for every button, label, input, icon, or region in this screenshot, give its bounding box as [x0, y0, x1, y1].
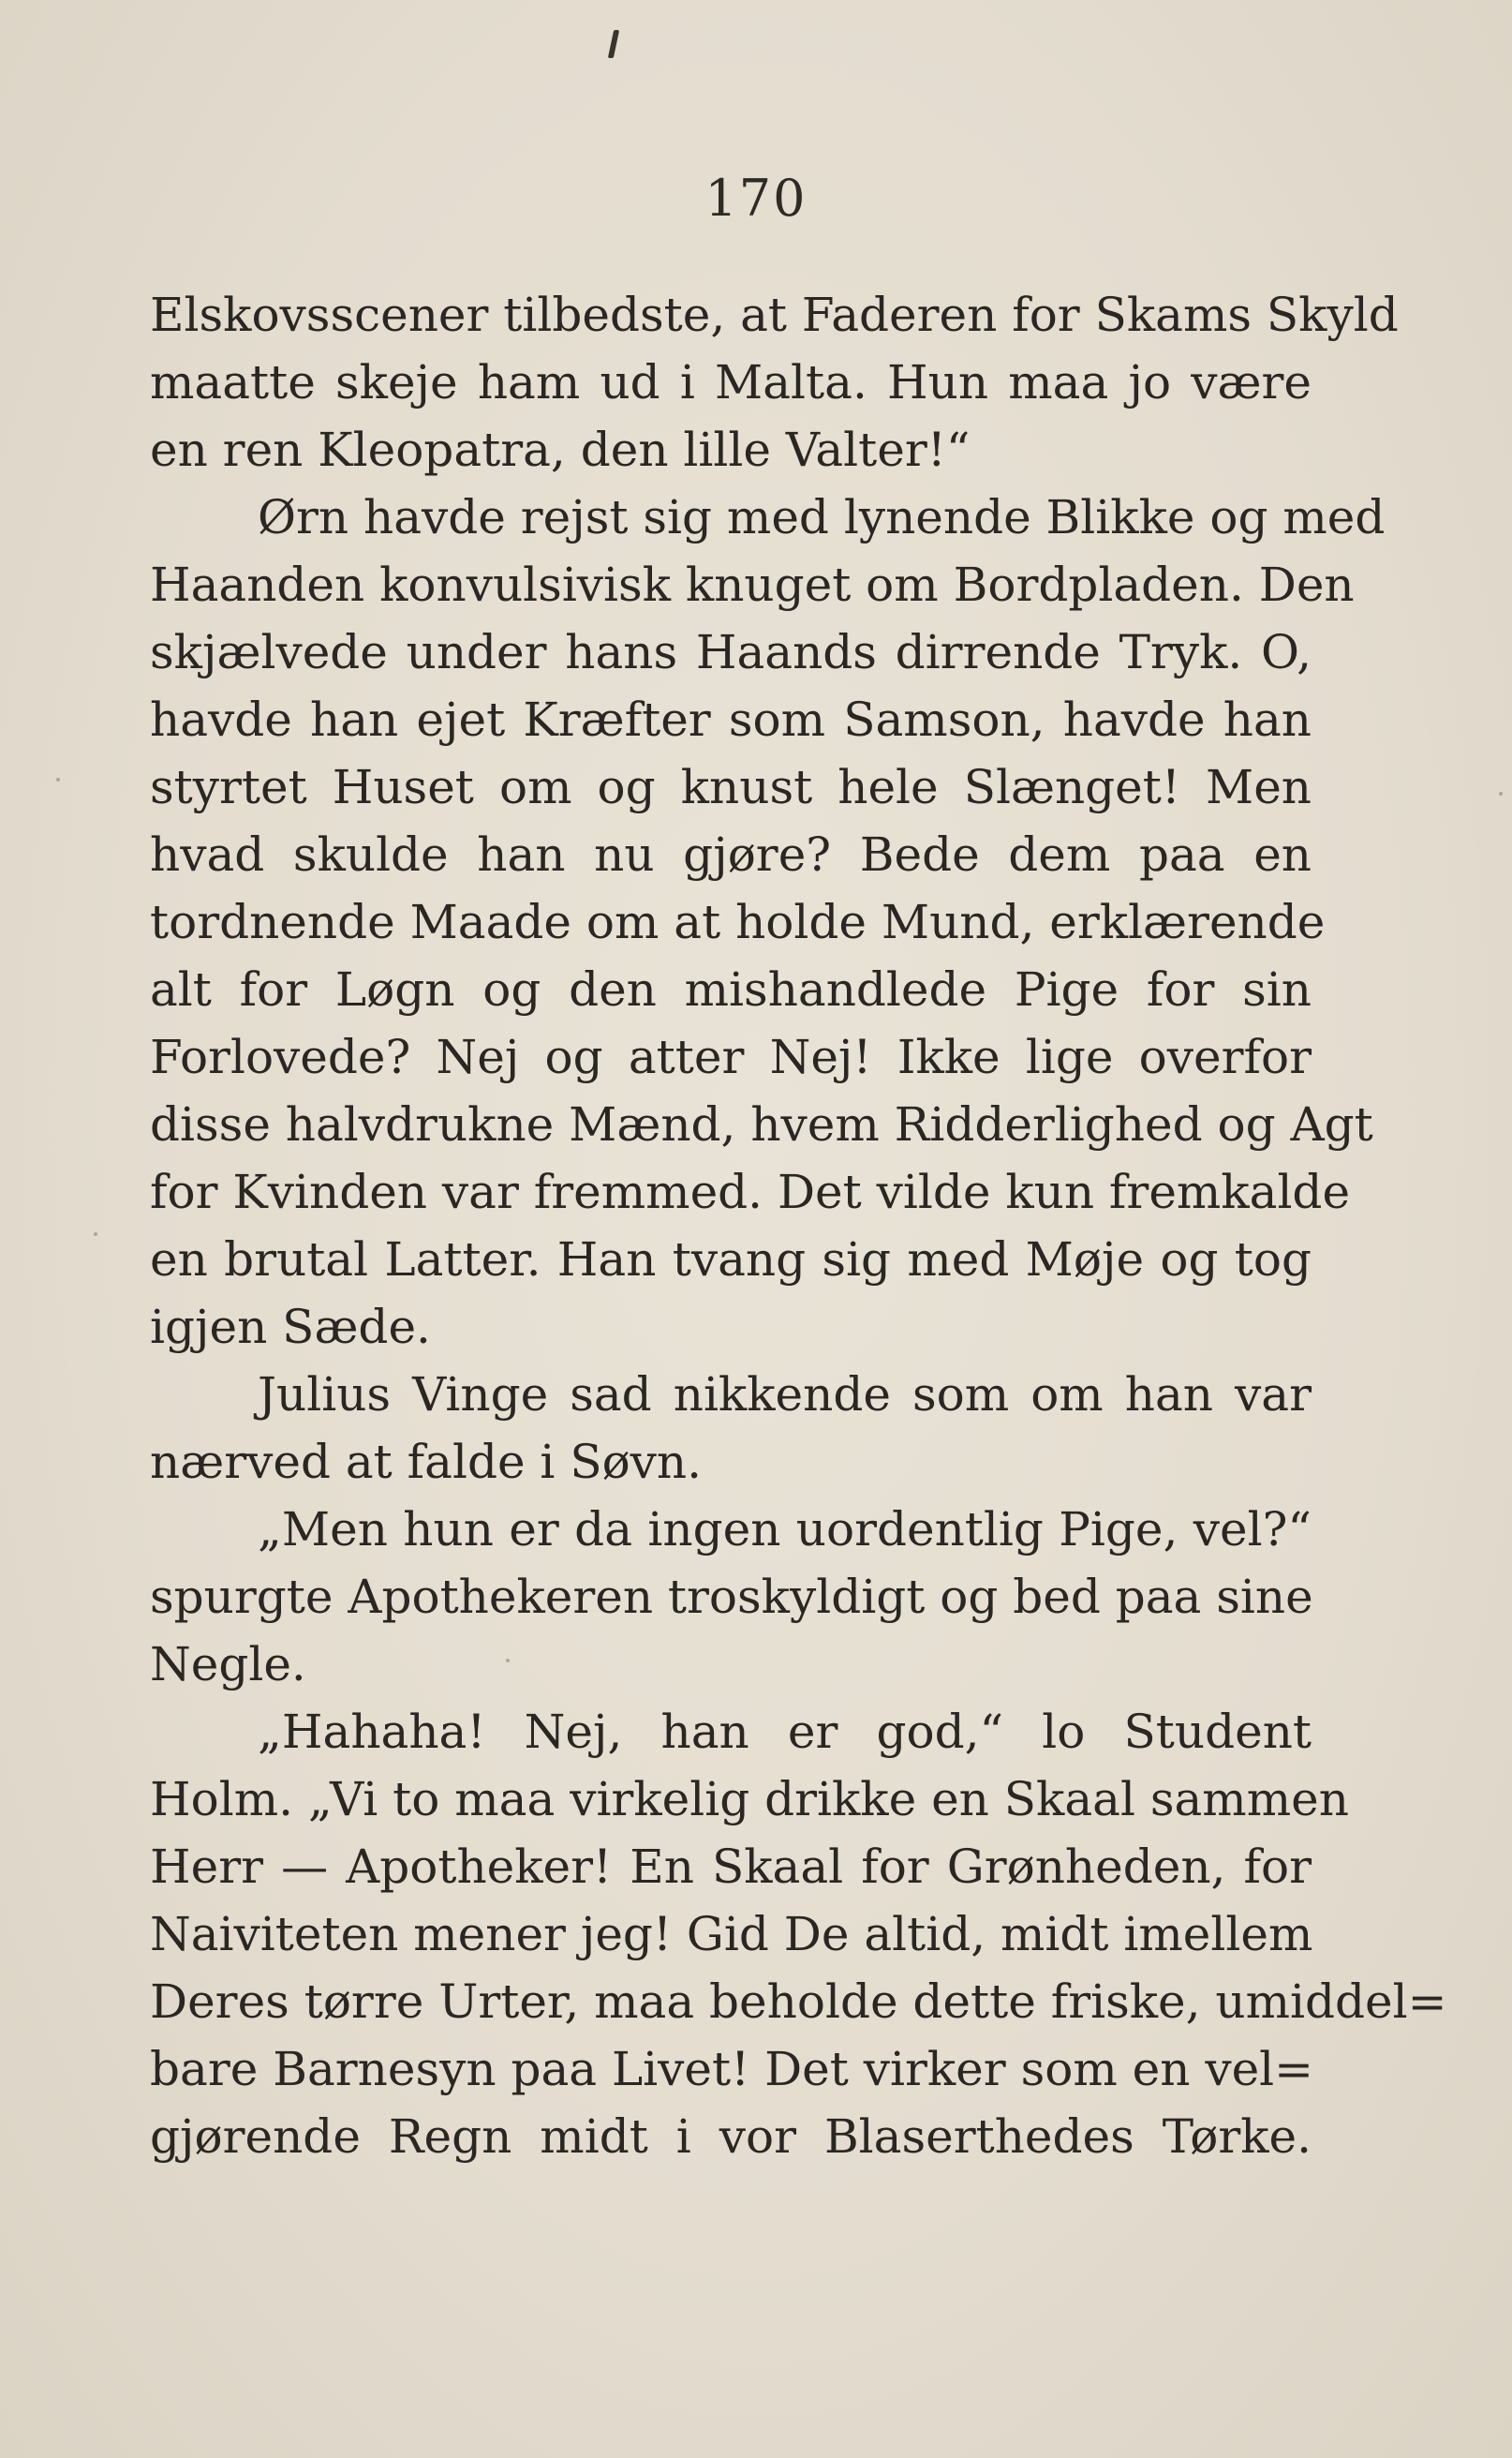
- paper-speck: [94, 1232, 97, 1236]
- text-line: tordnende Maade om at holde Mund, erklærende: [150, 895, 1326, 949]
- text-line: „Men hun er da ingen uordentlig Pige, vel?“: [258, 1502, 1312, 1557]
- text-line: en ren Kleopatra, den lille Valter!“: [150, 423, 971, 477]
- text-line: Haanden konvulsivisk knuget om Bordpladen. Den: [150, 558, 1355, 612]
- text-line: bare Barnesyn paa Livet! Det virker som en vel=: [150, 2042, 1314, 2096]
- text-line: Forlovede? Nej og atter Nej! Ikke lige overfor: [150, 1030, 1312, 1084]
- ink-mark: [608, 30, 619, 58]
- text-line: for Kvinden var fremmed. Det vilde kun fremkalde: [150, 1165, 1351, 1219]
- text-line: en brutal Latter. Han tvang sig med Møje og tog: [150, 1232, 1312, 1287]
- text-line: disse halvdrukne Mænd, hvem Ridderlighed og Agt: [150, 1097, 1373, 1152]
- text-line: spurgte Apothekeren troskyldigt og bed paa sine: [150, 1570, 1313, 1624]
- text-line: hvad skulde han nu gjøre? Bede dem paa en: [150, 827, 1312, 882]
- text-line: maatte skeje ham ud i Malta. Hun maa jo være: [150, 355, 1312, 410]
- text-line: Elskovsscener tilbedste, at Faderen for Skams Skyld: [150, 288, 1399, 342]
- text-line: styrtet Huset om og knust hele Slænget! Men: [150, 760, 1312, 814]
- text-line: nærved at falde i Søvn.: [150, 1435, 703, 1489]
- text-line: skjælvede under hans Haands dirrende Tryk. O,: [150, 625, 1312, 679]
- text-line: Herr — Apotheker! En Skaal for Grønheden, for: [150, 1840, 1312, 1894]
- text-line: gjørende Regn midt i vor Blaserthedes Tørke.: [150, 2109, 1312, 2164]
- text-line: „Hahaha! Nej, han er god,“ lo Student: [258, 1705, 1312, 1759]
- paper-speck: [1499, 792, 1503, 796]
- text-line: havde han ejet Kræfter som Samson, havde han: [150, 693, 1312, 747]
- text-line: Ørn havde rejst sig med lynende Blikke og med: [258, 490, 1386, 544]
- paper-speck: [506, 1659, 510, 1662]
- text-line: Naiviteten mener jeg! Gid De altid, midt imellem: [150, 1907, 1313, 1961]
- body-text: [150, 281, 1447, 2170]
- paper-speck: [56, 778, 60, 782]
- text-line: Deres tørre Urter, maa beholde dette friske, umiddel=: [150, 1974, 1447, 2029]
- text-line: igjen Sæde.: [150, 1300, 431, 1354]
- text-line: Negle.: [150, 1637, 306, 1691]
- text-line: alt for Løgn og den mishandlede Pige for sin: [150, 962, 1312, 1017]
- page-number: 170: [704, 169, 808, 228]
- text-line: Holm. „Vi to maa virkelig drikke en Skaal sammen: [150, 1772, 1349, 1826]
- text-line: Julius Vinge sad nikkende som om han var: [258, 1367, 1312, 1422]
